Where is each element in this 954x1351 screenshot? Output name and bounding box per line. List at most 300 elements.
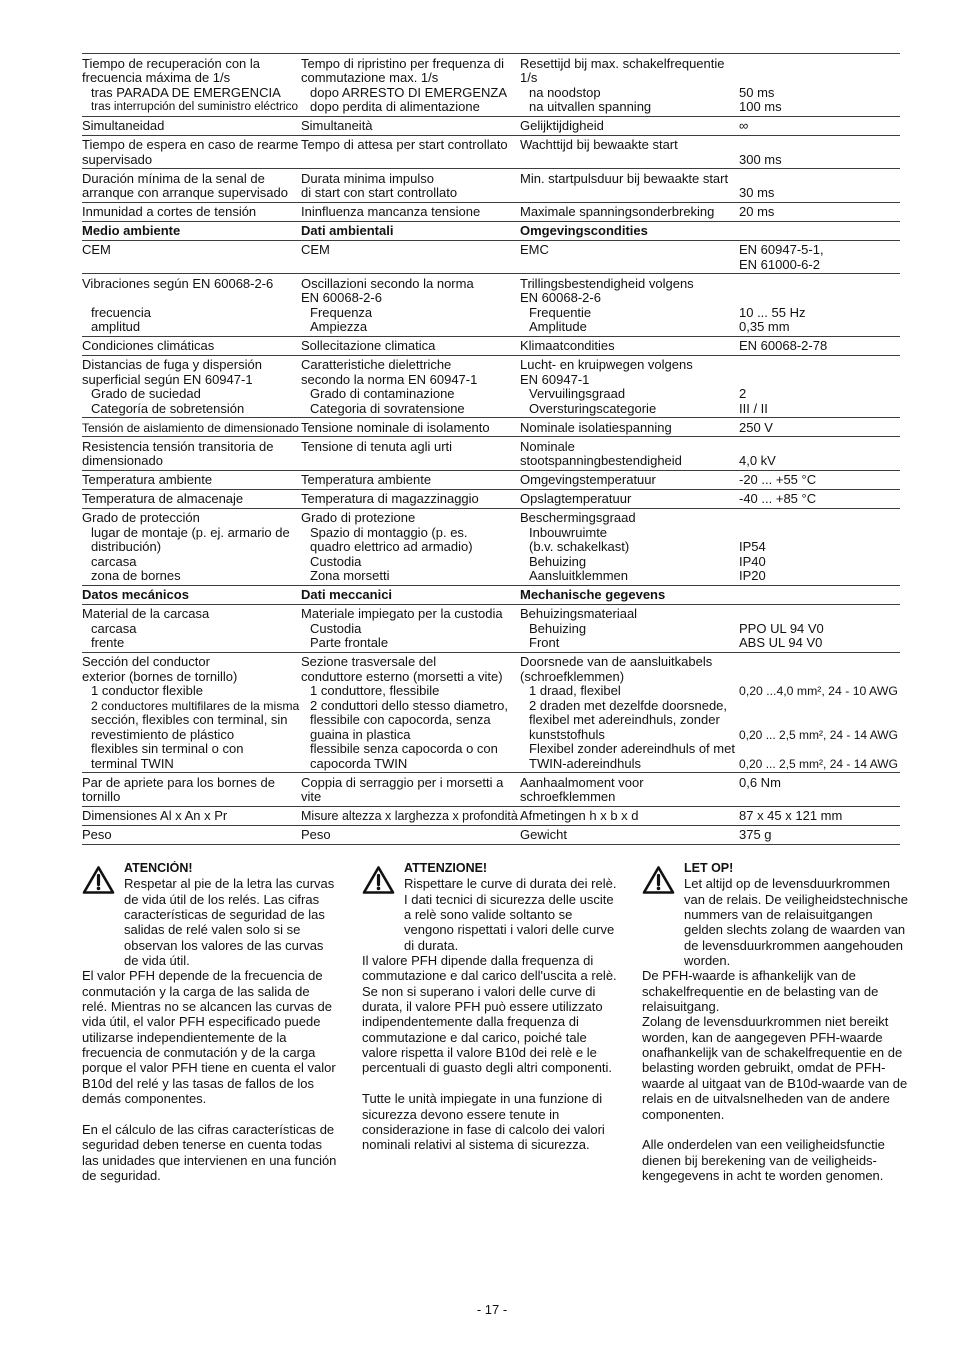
cell-line: Oscillazioni secondo la norma <box>301 276 474 291</box>
cell-line: Behuizing <box>529 554 587 569</box>
cell-value <box>739 172 900 201</box>
cell-value <box>739 828 900 843</box>
cell-es <box>82 138 301 167</box>
cell-nl <box>520 421 739 436</box>
cell-line: Ampiezza <box>310 320 368 334</box>
cell-value <box>739 440 900 469</box>
technical-data-table <box>82 53 900 845</box>
cell-it <box>301 828 520 843</box>
section-header-row <box>82 221 900 240</box>
caution-text-line: Let altijd op de levensduurkrommen <box>684 876 890 892</box>
cell-line: 10 ... 55 Hz <box>739 305 806 320</box>
cell-line <box>739 373 900 388</box>
note-body-line: demás componentes. <box>82 1091 207 1107</box>
cell-line: stootspanningbestendigheid <box>520 454 682 468</box>
cell-it <box>301 358 520 416</box>
cell-line: dopo perdita di alimentazione <box>310 100 480 114</box>
cell-line: Omgevingstemperatuur <box>520 473 656 487</box>
cell-it <box>301 440 520 469</box>
cell-es <box>82 607 301 651</box>
cell-line: 2 <box>739 387 747 401</box>
note-body-line: utilizarse independientemente de la <box>82 1029 287 1045</box>
table-row <box>82 825 900 845</box>
cell-line <box>739 713 900 728</box>
cell-line: capocorda TWIN <box>310 756 408 771</box>
cell-line: amplitud <box>91 320 141 334</box>
cell-it <box>301 277 520 335</box>
note-body-line: relé. Mientras no se alcancen las curvas de <box>82 999 333 1015</box>
note-body-line: Alle onderdelen van een veiligheidsfunctie <box>642 1137 885 1153</box>
cell-line: 87 x 45 x 121 mm <box>739 809 843 823</box>
cell-line: Tiempo de recuperación con la <box>82 56 261 71</box>
cell-line: IP20 <box>739 569 766 583</box>
note-body-line: kengegevens in acht te worden genomen. <box>642 1167 884 1183</box>
cell-line: na noodstop <box>529 85 601 100</box>
cell-line: flexibles sin terminal o con <box>91 742 244 756</box>
caution-text-line: di durata. <box>404 937 459 953</box>
table-row <box>82 202 900 221</box>
note-body-line: valore rispetta il valore B10d dei relè e le <box>362 1045 597 1061</box>
cell-line: Distancias de fuga y dispersión <box>82 358 262 372</box>
cell-line: (schroefklemmen) <box>520 669 625 684</box>
note-body-line: commutazione e dal carico, poiché tale <box>362 1029 587 1045</box>
cell-line: Caratteristiche dielettriche <box>301 358 452 372</box>
cell-line: Datos mecánicos <box>82 588 189 602</box>
note-body-line: En el cálculo de las cifras características de <box>82 1121 335 1137</box>
cell-line: Categoría de sobretensión <box>91 401 245 416</box>
cell-line: dimensionado <box>82 454 163 468</box>
cell-line: Vibraciones según EN 60068-2-6 <box>82 276 274 291</box>
cell-line: revestimiento de plástico <box>91 727 235 742</box>
cell-line: tras interrupción del suministro eléctrico <box>91 100 299 113</box>
cell-line: Material de la carcasa <box>82 607 210 621</box>
cell-es <box>82 277 301 335</box>
cell-line: 2 conductores multifilares de la misma <box>91 698 300 713</box>
cell-it <box>301 421 520 436</box>
cell-line: terminal TWIN <box>91 756 174 771</box>
cell-line: dopo ARRESTO DI EMERGENZA <box>310 85 507 100</box>
cell-line: Grado de suciedad <box>91 387 201 401</box>
caution-note-it <box>362 861 634 1153</box>
caution-text-line: Respetar al pie de la letra las curvas <box>124 876 335 892</box>
table-row <box>82 53 900 116</box>
cell-nl <box>520 243 739 272</box>
cell-line: 0,6 Nm <box>739 775 781 790</box>
cell-line <box>739 277 900 292</box>
caution-text-line: van de relais. De veiligheidstechnische <box>684 891 909 907</box>
note-body-line: indipendentemente dalla frequenza di <box>362 1014 579 1030</box>
note-body-line: frecuencia de conmutación y de la carga <box>82 1045 316 1061</box>
cell-es <box>82 492 301 507</box>
cell-line: Custodia <box>310 621 362 636</box>
cell-es <box>82 224 301 239</box>
cell-line: Sollecitazione climatica <box>301 339 436 353</box>
cell-es <box>82 339 301 354</box>
cell-line: superficial según EN 60947-1 <box>82 372 253 387</box>
cell-value <box>739 358 900 416</box>
cell-line: commutazione max. 1/s <box>301 71 439 85</box>
note-body-line: Il valore PFH dipende dalla frequenza di <box>362 953 594 969</box>
cell-line: Temperatura di magazzinaggio <box>301 492 479 506</box>
cell-line: EN 60068-2-6 <box>301 291 382 305</box>
cell-line: Peso <box>301 828 331 842</box>
cell-line: Front <box>529 636 560 650</box>
cell-line: -40 ... +85 °C <box>739 492 817 506</box>
cell-line: Temperatura de almacenaje <box>82 492 244 506</box>
cell-nl <box>520 339 739 354</box>
cell-es <box>82 828 301 843</box>
cell-nl <box>520 828 739 843</box>
cell-nl <box>520 492 739 507</box>
note-body-line: Zolang de levensduurkrommen niet bereikt <box>642 1014 889 1030</box>
warning-triangle-icon <box>82 865 115 895</box>
cell-line <box>739 655 900 670</box>
cell-line: EN 60068-2-6 <box>520 291 601 305</box>
cell-line: Simultaneidad <box>82 119 165 133</box>
cell-it <box>301 588 520 603</box>
cell-line: Mechanische gegevens <box>520 588 666 602</box>
cell-nl <box>520 440 739 469</box>
cell-line: 0,35 mm <box>739 320 790 334</box>
cell-line: Amplitude <box>529 320 587 334</box>
cell-line: Nominale isolatiespanning <box>520 420 672 435</box>
cell-line: Klimaatcondities <box>520 339 615 353</box>
section-header-row <box>82 585 900 604</box>
cell-nl <box>520 277 739 335</box>
cell-line: Parte frontale <box>310 636 389 650</box>
note-body-line: Tutte le unità impiegate in una funzione di <box>362 1091 603 1107</box>
note-body-line: waarde al uitgaat van de B10d-waarde van de <box>642 1075 908 1091</box>
cell-line: Duración mínima de la senal de <box>82 171 265 186</box>
note-body-line: conmutación y la carga de las salida de <box>82 983 310 999</box>
warning-triangle-icon <box>362 865 395 895</box>
cell-line: Resettijd bij max. schakelfrequentie <box>520 56 725 71</box>
cell-line <box>739 358 900 373</box>
cell-value <box>739 138 900 167</box>
table-row <box>82 508 900 585</box>
cell-line: frecuencia <box>91 305 151 320</box>
cell-line: Wachttijd bij bewaakte start <box>520 138 678 152</box>
cell-nl <box>520 511 739 584</box>
note-body-line: commutazione e dal carico dell'uscita a relè. <box>362 968 617 984</box>
cell-line: 2 draden met dezelfde doorsnede, <box>529 698 728 713</box>
cell-value <box>739 776 900 805</box>
cell-it <box>301 473 520 488</box>
cell-line: Doorsnede van de aansluitkabels <box>520 655 713 669</box>
caution-text-line: gelden slechts zolang de waarden van <box>684 922 906 938</box>
warning-triangle-icon <box>642 865 675 895</box>
cell-line: Sezione trasversale del <box>301 655 437 669</box>
note-body-line: dienen bij berekening van de veiligheids- <box>642 1152 877 1168</box>
note-body-line: relais en de uitvalsnelheden van de andere <box>642 1091 890 1107</box>
cell-es <box>82 440 301 469</box>
cell-line: Spazio di montaggio (p. es. <box>310 525 468 540</box>
cell-line: -20 ... +55 °C <box>739 473 817 487</box>
table-row <box>82 168 900 202</box>
cell-line: EN 60947-5-1, <box>739 243 824 257</box>
cell-es <box>82 172 301 201</box>
cell-nl <box>520 776 739 805</box>
cell-line: Inmunidad a cortes de tensión <box>82 205 257 219</box>
cell-line: Gelijktijdigheid <box>520 119 604 133</box>
cell-line: Aanhaalmoment voor <box>520 775 644 790</box>
cell-nl <box>520 607 739 651</box>
cell-it <box>301 205 520 220</box>
table-row <box>82 240 900 274</box>
cell-line: 0,20 ...4,0 mm², 24 - 10 AWG <box>739 684 898 698</box>
cell-line: 4,0 kV <box>739 454 776 468</box>
cell-es <box>82 421 301 436</box>
cell-line: Tiempo de espera en caso de rearme <box>82 138 299 152</box>
table-row <box>82 652 900 773</box>
cell-line: Trillingsbestendigheid volgens <box>520 276 694 291</box>
cell-it <box>301 492 520 507</box>
cell-line: Coppia di serraggio per i morsetti a <box>301 775 504 790</box>
caution-text-line: a relè sono valide soltanto se <box>404 907 573 923</box>
cell-line: Omgevingscondities <box>520 224 648 238</box>
note-body-line: relaisuitgang. <box>642 999 720 1015</box>
cell-line: 1 conduttore, flessibile <box>310 684 440 698</box>
cell-line: carcasa <box>91 621 137 636</box>
note-body-line: schakelfrequentie en de belasting van de <box>642 983 879 999</box>
cell-line: guaina in plastica <box>310 727 411 742</box>
cell-value <box>739 655 900 771</box>
table-row <box>82 436 900 470</box>
cell-line: Dati meccanici <box>301 588 393 602</box>
cell-es <box>82 205 301 220</box>
note-body-line: De PFH-waarde is afhankelijk van de <box>642 968 856 984</box>
note-heading: ATTENZIONE! <box>404 861 488 875</box>
note-body-line: durata, il valore PFH può essere utilizzato <box>362 999 603 1015</box>
note-body-line <box>362 1076 634 1091</box>
cell-line: carcasa <box>91 554 137 569</box>
cell-line <box>739 526 900 541</box>
cell-nl <box>520 588 739 603</box>
cell-line <box>739 699 900 714</box>
cell-line: Sección del conductor <box>82 655 210 669</box>
note-body-line: onafhankelijk van de schakelfrequentie en de <box>642 1045 903 1061</box>
cell-line: Durata minima impulso <box>301 171 434 186</box>
cell-line <box>739 607 900 622</box>
cell-line: Categoria di sovratensione <box>310 401 465 416</box>
cell-es <box>82 511 301 584</box>
cell-line: flessibile senza capocorda o con <box>310 742 498 756</box>
cell-line: 1/s <box>520 71 538 85</box>
cell-line: flessibile con capocorda, senza <box>310 713 491 727</box>
cell-it <box>301 809 520 824</box>
cell-es <box>82 243 301 272</box>
cell-line: na uitvallen spanning <box>529 100 652 114</box>
cell-line: Vervuilingsgraad <box>529 387 626 401</box>
caution-text-line: Rispettare le curve di durata dei relè. <box>404 876 617 892</box>
cell-nl <box>520 57 739 115</box>
cell-line: Oversturingscategorie <box>529 401 657 416</box>
cell-value <box>739 57 900 115</box>
cell-it <box>301 119 520 134</box>
cell-value <box>739 224 900 239</box>
cell-line: Tensione nominale di isolamento <box>301 420 490 435</box>
cell-line: Maximale spanningsonderbreking <box>520 205 715 219</box>
cell-line: Temperatura ambiente <box>82 473 213 487</box>
cell-nl <box>520 138 739 167</box>
cell-line <box>739 291 900 306</box>
caution-text-line: de levensduurkrommen aangehouden <box>684 937 903 953</box>
cell-nl <box>520 205 739 220</box>
cell-it <box>301 776 520 805</box>
cell-line: Afmetingen h x b x d <box>520 809 639 823</box>
cell-line: 50 ms <box>739 85 775 100</box>
cell-line: frecuencia máxima de 1/s <box>82 71 231 85</box>
caution-text-line: I dati tecnici di sicurezza delle uscite <box>404 891 614 907</box>
cell-value <box>739 205 900 220</box>
cell-it <box>301 138 520 167</box>
cell-line: Simultaneità <box>301 119 373 133</box>
cell-es <box>82 358 301 416</box>
cell-nl <box>520 655 739 771</box>
table-row <box>82 806 900 825</box>
cell-es <box>82 655 301 771</box>
cell-line: vite <box>301 790 322 804</box>
cell-line: 100 ms <box>739 100 782 114</box>
cell-nl <box>520 358 739 416</box>
note-body-line: belasting worden gebruikt, omdat de PFH- <box>642 1060 886 1076</box>
cell-line: Lucht- en kruipwegen volgens <box>520 358 693 372</box>
cell-line: Resistencia tensión transitoria de <box>82 439 274 454</box>
caution-text-line: de vida útil de los relés. Las cifras <box>124 891 320 907</box>
cell-es <box>82 119 301 134</box>
cell-line: EN 60947-1 <box>520 372 590 387</box>
cell-nl <box>520 172 739 201</box>
cell-line: CEM <box>82 243 111 257</box>
cell-line: Materiale impiegato per la custodia <box>301 607 503 621</box>
cell-value <box>739 119 900 134</box>
cell-line: Nominale <box>520 439 575 454</box>
caution-text-line: observan los valores de las curvas <box>124 937 324 953</box>
cell-line: supervisado <box>82 152 153 167</box>
cell-line: conduttore esterno (morsetti a vite) <box>301 669 503 684</box>
table-row <box>82 116 900 135</box>
table-row <box>82 417 900 436</box>
cell-line: Dati ambientali <box>301 224 394 238</box>
table-row <box>82 135 900 169</box>
cell-line <box>739 138 900 153</box>
note-body-line: B10d del relé y las tasas de fallos de los <box>82 1075 314 1091</box>
cell-line: zona de bornes <box>91 569 181 583</box>
cell-es <box>82 776 301 805</box>
table-row <box>82 772 900 806</box>
note-body-line: sicurezza devono essere tenute in <box>362 1106 560 1122</box>
note-body-line: componenten. <box>642 1106 725 1122</box>
cell-line: tornillo <box>82 790 121 804</box>
cell-line: Gewicht <box>520 828 567 842</box>
cell-line: Grado di protezione <box>301 511 416 525</box>
cell-value <box>739 473 900 488</box>
cell-line: Behuizingsmateriaal <box>520 607 638 621</box>
cell-line: Min. startpulsduur bij bewaakte start <box>520 171 729 186</box>
cell-line: Behuizing <box>529 621 587 636</box>
cell-line: Frequentie <box>529 305 592 320</box>
note-body-line: vida útil, el valor PFH especificado puede <box>82 1014 321 1030</box>
cell-line: distribución) <box>91 540 162 554</box>
cell-line: frente <box>91 636 125 650</box>
cell-line <box>739 57 900 72</box>
cell-nl <box>520 473 739 488</box>
cell-line: Ininfluenza mancanza tensione <box>301 205 481 219</box>
cell-it <box>301 224 520 239</box>
note-body-line <box>642 1122 914 1137</box>
cell-line: 300 ms <box>739 152 782 167</box>
cell-line: Aansluitklemmen <box>529 569 628 583</box>
cell-line: 250 V <box>739 420 773 435</box>
caution-text-line: worden. <box>684 953 731 969</box>
cell-line: 0,20 ... 2,5 mm², 24 - 14 AWG <box>739 756 898 771</box>
cell-line: kunststofhuls <box>529 727 605 742</box>
cell-line: Tensione di tenuta agli urti <box>301 439 453 454</box>
cell-line: Zona morsetti <box>310 569 390 583</box>
table-row <box>82 273 900 336</box>
page-number: - 17 - <box>476 1302 508 1317</box>
cell-line: 1 draad, flexibel <box>529 684 621 698</box>
cell-line: Misure altezza x larghezza x profondità <box>301 809 518 823</box>
cell-line: (b.v. schakelkast) <box>529 540 630 554</box>
caution-note-es <box>82 861 354 1183</box>
note-body-line: percentuali di guasto degli altri componenti. <box>362 1060 613 1076</box>
note-body-line: Se non si superano i valori delle curve di <box>362 983 596 999</box>
note-heading: LET OP! <box>684 861 734 875</box>
cell-it <box>301 339 520 354</box>
caution-text-line: nummers van de relaisuitgangen <box>684 907 873 923</box>
note-body-line <box>82 1107 354 1122</box>
cell-value <box>739 277 900 335</box>
cell-value <box>739 607 900 651</box>
cell-line: Temperatura ambiente <box>301 473 432 487</box>
cell-it <box>301 172 520 201</box>
caution-text-line: de vida útil. <box>124 953 190 969</box>
cell-line: TWIN-adereindhuls <box>529 756 641 771</box>
caution-text-line: vengono rispettati i valori delle curve <box>404 922 615 938</box>
caution-note-nl <box>642 861 914 1183</box>
cell-line: Opslagtemperatuur <box>520 492 632 506</box>
cell-value <box>739 809 900 824</box>
cell-line: Frequenza <box>310 305 373 320</box>
cell-it <box>301 57 520 115</box>
cell-it <box>301 243 520 272</box>
cell-line: Dimensiones Al x An x Pr <box>82 809 228 823</box>
table-row <box>82 470 900 489</box>
cell-line <box>82 291 301 306</box>
cell-line: secondo la norma EN 60947-1 <box>301 372 478 387</box>
cell-line: Grado di contaminazione <box>310 387 455 401</box>
cell-line: ABS UL 94 V0 <box>739 636 823 650</box>
cell-line: Tensión de aislamiento de dimensionado <box>82 420 299 435</box>
cell-line <box>739 440 900 455</box>
cell-line: Peso <box>82 828 112 842</box>
cell-line <box>739 742 900 757</box>
note-body-line: El valor PFH depende de la frecuencia de <box>82 968 323 984</box>
cell-line: Beschermingsgraad <box>520 511 636 525</box>
cell-line: quadro elettrico ad armadio) <box>310 540 473 554</box>
cell-line: EN 61000-6-2 <box>739 257 820 272</box>
table-row <box>82 604 900 652</box>
cell-value <box>739 421 900 436</box>
cell-line: Grado de protección <box>82 511 200 525</box>
cell-line: 30 ms <box>739 186 775 200</box>
cell-line: exterior (bornes de tornillo) <box>82 669 238 684</box>
cell-line: III / II <box>739 401 768 416</box>
cell-line: Medio ambiente <box>82 224 181 238</box>
cell-line: 0,20 ... 2,5 mm², 24 - 14 AWG <box>739 727 898 742</box>
cell-line: IP40 <box>739 554 766 569</box>
